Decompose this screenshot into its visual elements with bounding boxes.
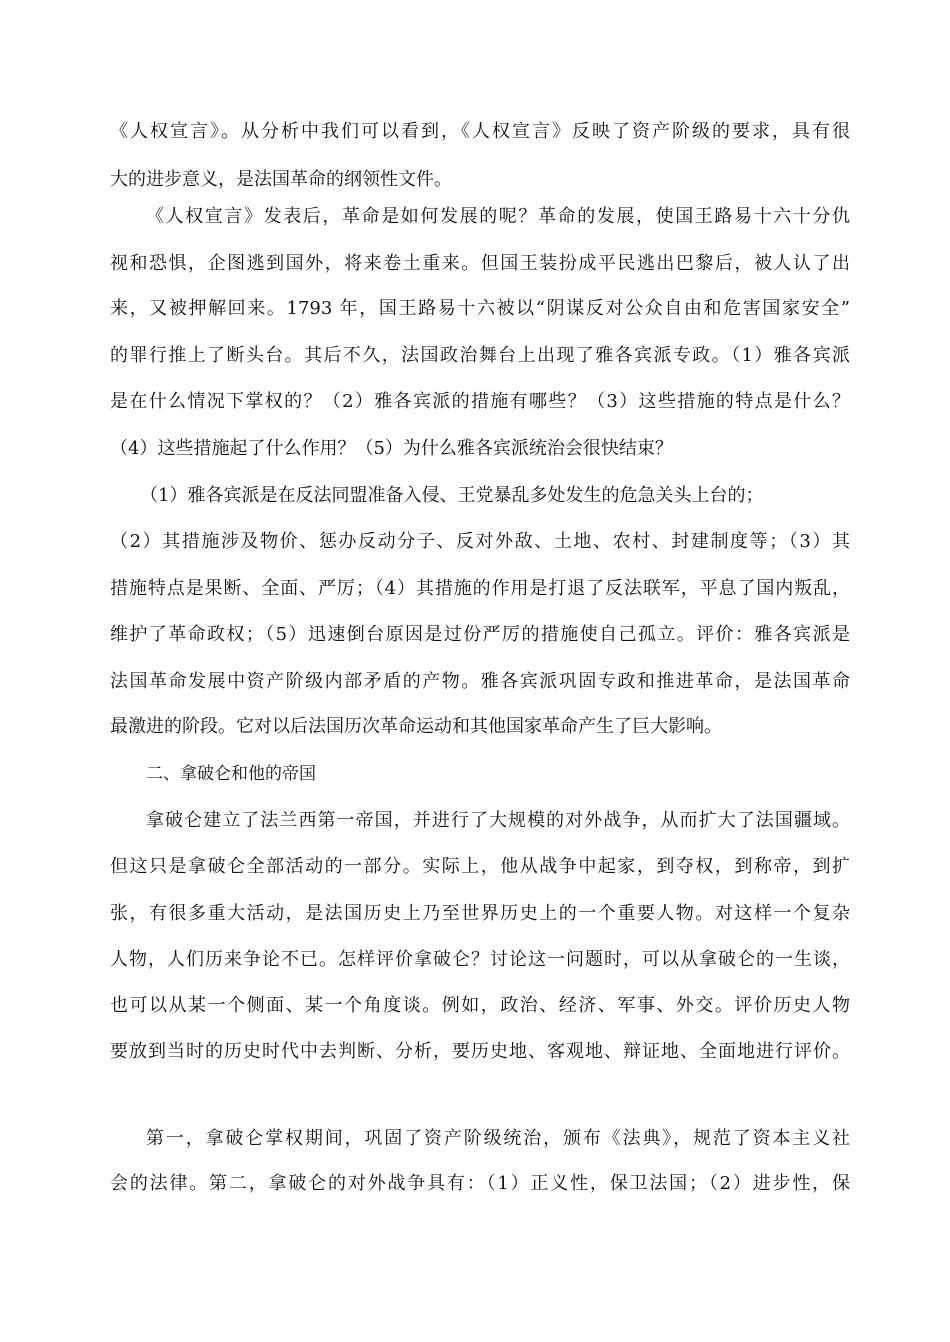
text-line: 维护了革命政权；（5）迅速倒台原因是过份严厉的措施使自己孤立。评价：雅各宾派是	[110, 624, 850, 645]
text-line: 要放到当时的历史时代中去判断、分析，要历史地、客观地、辩证地、全面地进行评价。	[110, 1041, 850, 1062]
text-line: 是在什么情况下掌权的？（2）雅各宾派的措施有哪些？（3）这些措施的特点是什么？	[110, 391, 850, 412]
text-line: 《人权宣言》发表后，革命是如何发展的呢？革命的发展，使国王路易十六十分仇	[146, 206, 850, 227]
text-line: 张，有很多重大活动，是法国历史上乃至世界历史上的一个重要人物。对这样一个复杂	[110, 903, 850, 924]
section-heading: 二、拿破仑和他的帝国	[146, 764, 316, 784]
text-line: （1）雅各宾派是在反法同盟准备入侵、王党暴乱多处发生的危急关头上台的；	[140, 485, 764, 506]
text-line: 拿破仑建立了法兰西第一帝国，并进行了大规模的对外战争，从而扩大了法国疆域。	[146, 810, 850, 831]
text-line: 人物，人们历来争论不已。怎样评价拿破仑？讨论这一问题时，可以从拿破仑的一生谈，	[110, 949, 850, 970]
text-line: （2）其措施涉及物价、惩办反动分子、反对外敌、土地、农村、封建制度等；（3）其	[110, 531, 850, 552]
text-line: 会的法律。第二，拿破仑的对外战争具有：（1）正义性，保卫法国；（2）进步性，保	[110, 1173, 850, 1194]
text-line: 最激进的阶段。它对以后法国历次革命运动和其他国家革命产生了巨大影响。	[110, 716, 722, 737]
text-line: （4）这些措施起了什么作用？（5）为什么雅各宾派统治会很快结束？	[110, 438, 673, 459]
text-line: 第一，拿破仑掌权期间，巩固了资产阶级统治，颁布《法典》，规范了资本主义社	[146, 1128, 850, 1149]
text-line: 但这只是拿破仑全部活动的一部分。实际上，他从战争中起家，到夺权，到称帝，到扩	[110, 856, 850, 877]
text-line: 法国革命发展中资产阶级内部矛盾的产物。雅各宾派巩固专政和推进革命，是法国革命	[110, 671, 850, 692]
text-line: 来，又被押解回来。1793 年，国王路易十六被以“阴谋反对公众自由和危害国家安全”	[110, 298, 850, 319]
text-line: 也可以从某一个侧面、某一个角度谈。例如，政治、经济、军事、外交。评价历史人物	[110, 995, 850, 1016]
text-line: 的罪行推上了断头台。其后不久，法国政治舞台上出现了雅各宾派专政。（1）雅各宾派	[110, 345, 850, 366]
text-line: 措施特点是果断、全面、严厉；（4）其措施的作用是打退了反法联军，平息了国内叛乱，	[110, 578, 850, 599]
text-line: 《人权宣言》。从分析中我们可以看到，《人权宣言》反映了资产阶级的要求，具有很	[110, 121, 850, 142]
text-line: 视和恐惧，企图逃到国外，将来卷土重来。但国王装扮成平民逃出巴黎后，被人认了出	[110, 253, 850, 274]
text-line: 大的进步意义，是法国革命的纲领性文件。	[110, 169, 452, 190]
